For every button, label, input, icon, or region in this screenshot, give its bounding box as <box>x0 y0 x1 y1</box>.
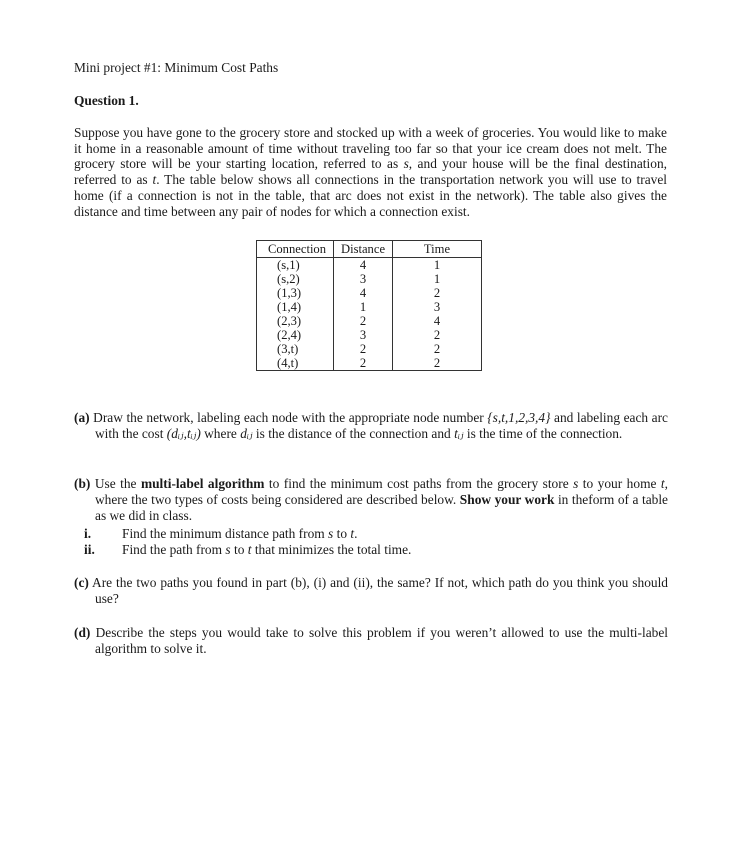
distance-cell: 2 <box>334 342 393 356</box>
time-cell: 2 <box>393 342 482 356</box>
table-row <box>257 314 482 328</box>
connection-cell: (2,4) <box>277 328 302 342</box>
show-work-emphasis: Show your work <box>459 491 555 507</box>
distance-cell: 3 <box>334 328 393 342</box>
part-a-label: (a) <box>74 410 90 425</box>
table-row <box>257 356 482 371</box>
header-time: Time <box>393 241 482 258</box>
intro-paragraph: Suppose you have gone to the grocery store and stocked up with a week of groceries. You would like to make it home in a reasonable amount of time without traveling too far so that your ice cream does not melt. The grocery store will be your starting location, referred to as s, and your house will be the final destination, referred to as t. The table below shows all connections in the transportation network you will use to travel home (if a connection is not in the table, that arc does not exist in the network). The table also gives the distance and time between any pair of nodes for which a connection exist. <box>74 125 668 219</box>
distance-cell: 2 <box>334 356 393 371</box>
part-a: (a) Draw the network, labeling each node with the appropriate node number {s,t,1,2,3,4} and labeling each arc with the cost (dᵢⱼ,tᵢⱼ) where dᵢⱼ is the distance of the connection and tᵢⱼ is the time of the connection. <box>74 410 668 441</box>
part-b-item-ii: ii. Find the path from s to t that minimizes the total time. <box>84 542 412 557</box>
table-row <box>257 342 482 356</box>
header-distance: Distance <box>334 241 393 258</box>
connections-table <box>256 240 482 371</box>
part-b-label: (b) <box>74 476 91 491</box>
node-set: {s,t,1,2,3,4} <box>487 410 551 425</box>
table-row <box>257 272 482 286</box>
connection-cell: (1,4) <box>277 300 302 314</box>
table-row <box>257 258 482 273</box>
connection-cell: (s,1) <box>277 258 300 272</box>
table-row <box>257 286 482 300</box>
table-header-row <box>257 241 482 258</box>
distance-cell: 1 <box>334 300 393 314</box>
distance-cell: 3 <box>334 272 393 286</box>
connection-cell: (2,3) <box>277 314 302 328</box>
part-b-item-i: i. Find the minimum distance path from s to t. <box>84 526 358 541</box>
time-cell: 1 <box>393 272 482 286</box>
cost-notation: (dᵢⱼ,tᵢⱼ) <box>166 425 201 441</box>
document-title: Mini project #1: Minimum Cost Paths <box>74 60 279 75</box>
header-connection: Connection <box>257 241 334 258</box>
time-cell: 1 <box>393 258 482 273</box>
time-cell: 2 <box>393 356 482 371</box>
algorithm-name: multi-label algorithm <box>140 476 265 491</box>
table-row <box>257 300 482 314</box>
part-c-label: (c) <box>74 575 89 590</box>
time-cell: 3 <box>393 300 482 314</box>
distance-cell: 2 <box>334 314 393 328</box>
connection-cell: (3,t) <box>277 342 299 356</box>
part-b: (b) Use the multi-label algorithm to find the minimum cost paths from the grocery store s to your home t, where the two types of costs being considered are described below. Show your work in theform of a table as we did in class. <box>74 476 668 523</box>
time-cell: 2 <box>393 286 482 300</box>
connection-cell: (4,t) <box>277 356 299 370</box>
distance-cell: 4 <box>334 258 393 273</box>
distance-cell: 4 <box>334 286 393 300</box>
question-heading: Question 1. <box>74 93 139 108</box>
time-cell: 2 <box>393 328 482 342</box>
time-cell: 4 <box>393 314 482 328</box>
connection-cell: (1,3) <box>277 286 302 300</box>
part-d: (d) Describe the steps you would take to solve this problem if you weren’t allowed to use the multi-label algorithm to solve it. <box>74 625 668 656</box>
part-d-label: (d) <box>74 625 91 640</box>
part-c: (c) Are the two paths you found in part (b), (i) and (ii), the same? If not, which path do you think you should use? <box>74 575 668 606</box>
connection-cell: (s,2) <box>277 272 300 286</box>
table-row <box>257 328 482 342</box>
